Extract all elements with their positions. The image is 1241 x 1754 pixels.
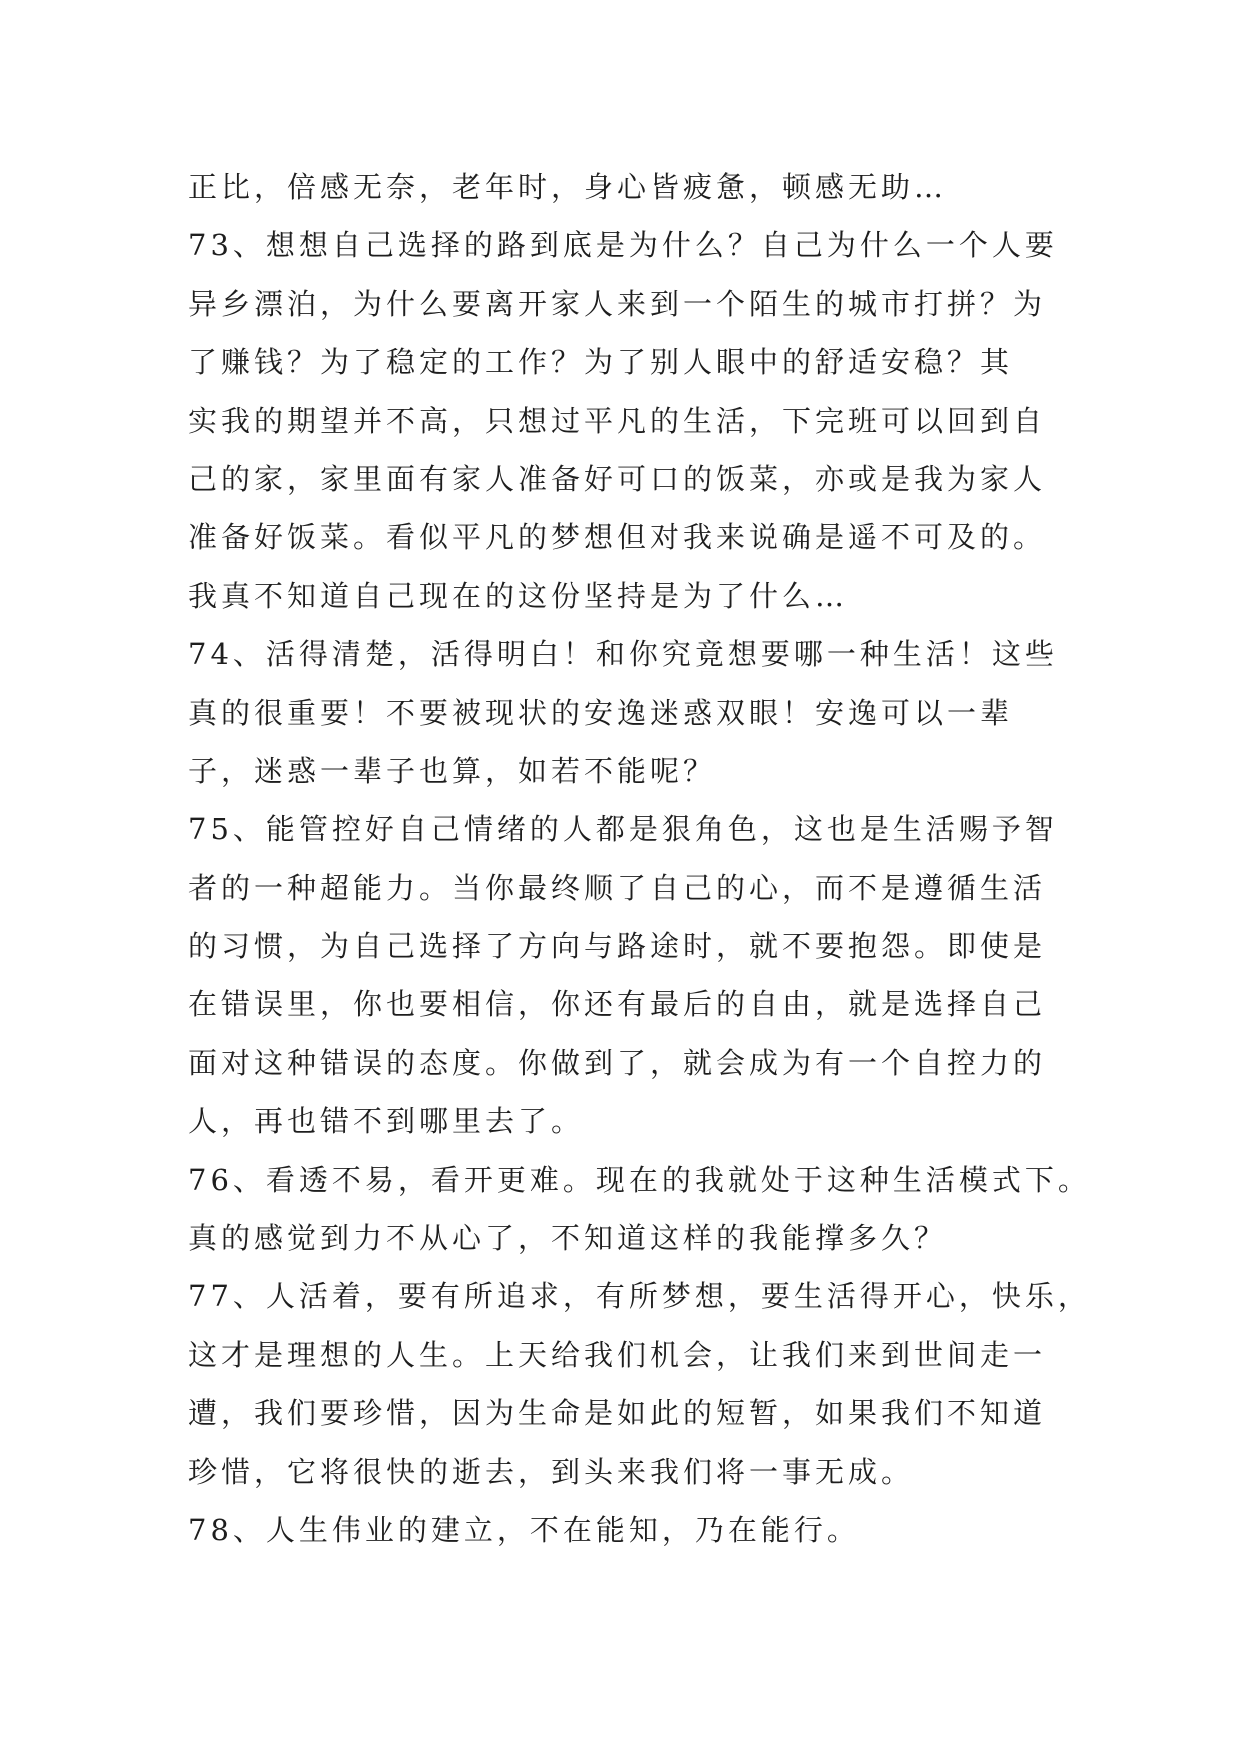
text-line: 76、看透不易，看开更难。现在的我就处于这种生活模式下。 — [188, 1162, 1091, 1197]
text-line: 者的一种超能力。当你最终顺了自己的心，而不是遵循生活 — [188, 870, 1047, 905]
text-line: 的习惯，为自己选择了方向与路途时，就不要抱怨。即使是 — [188, 929, 1047, 964]
text-line: 子，迷惑一辈子也算，如若不能呢？ — [188, 753, 717, 788]
text-line: 正比，倍感无奈，老年时，身心皆疲惫，顿感无助… — [188, 170, 948, 204]
text-line: 我真不知道自己现在的这份坚持是为了什么… — [188, 578, 849, 613]
text-line: 实我的期望并不高，只想过平凡的生活，下完班可以回到自 — [188, 403, 1047, 438]
text-line: 珍惜，它将很快的逝去，到头来我们将一事无成。 — [188, 1454, 915, 1489]
text-line: 了赚钱？为了稳定的工作？为了别人眼中的舒适安稳？其 — [188, 345, 1014, 380]
text-line: 己的家，家里面有家人准备好可口的饭菜，亦或是我为家人 — [188, 461, 1047, 496]
text-line: 74、活得清楚，活得明白！和你究竟想要哪一种生活！这些 — [188, 637, 1058, 672]
text-line: 77、人活着，要有所追求，有所梦想，要生活得开心，快乐， — [188, 1279, 1091, 1314]
text-line: 异乡漂泊，为什么要离开家人来到一个陌生的城市打拼？为 — [188, 286, 1047, 321]
text-line: 这才是理想的人生。上天给我们机会，让我们来到世间走一 — [188, 1337, 1047, 1372]
text-line: 人，再也错不到哪里去了。 — [188, 1104, 585, 1139]
text-line: 真的感觉到力不从心了，不知道这样的我能撑多久？ — [188, 1221, 948, 1256]
text-line: 73、想想自己选择的路到底是为什么？自己为什么一个人要 — [188, 228, 1058, 263]
text-line: 在错误里，你也要相信，你还有最后的自由，就是选择自己 — [188, 987, 1047, 1022]
body-text — [188, 158, 1091, 1559]
text-line: 75、能管控好自己情绪的人都是狠角色，这也是生活赐予智 — [188, 812, 1058, 847]
text-line: 遭，我们要珍惜，因为生命是如此的短暂，如果我们不知道 — [188, 1396, 1047, 1431]
text-line: 78、人生伟业的建立，不在能知，乃在能行。 — [188, 1512, 860, 1547]
text-line: 准备好饭菜。看似平凡的梦想但对我来说确是遥不可及的。 — [188, 520, 1047, 555]
text-line: 真的很重要！不要被现状的安逸迷惑双眼！安逸可以一辈 — [188, 695, 1014, 730]
text-line: 面对这种错误的态度。你做到了，就会成为有一个自控力的 — [188, 1045, 1047, 1080]
